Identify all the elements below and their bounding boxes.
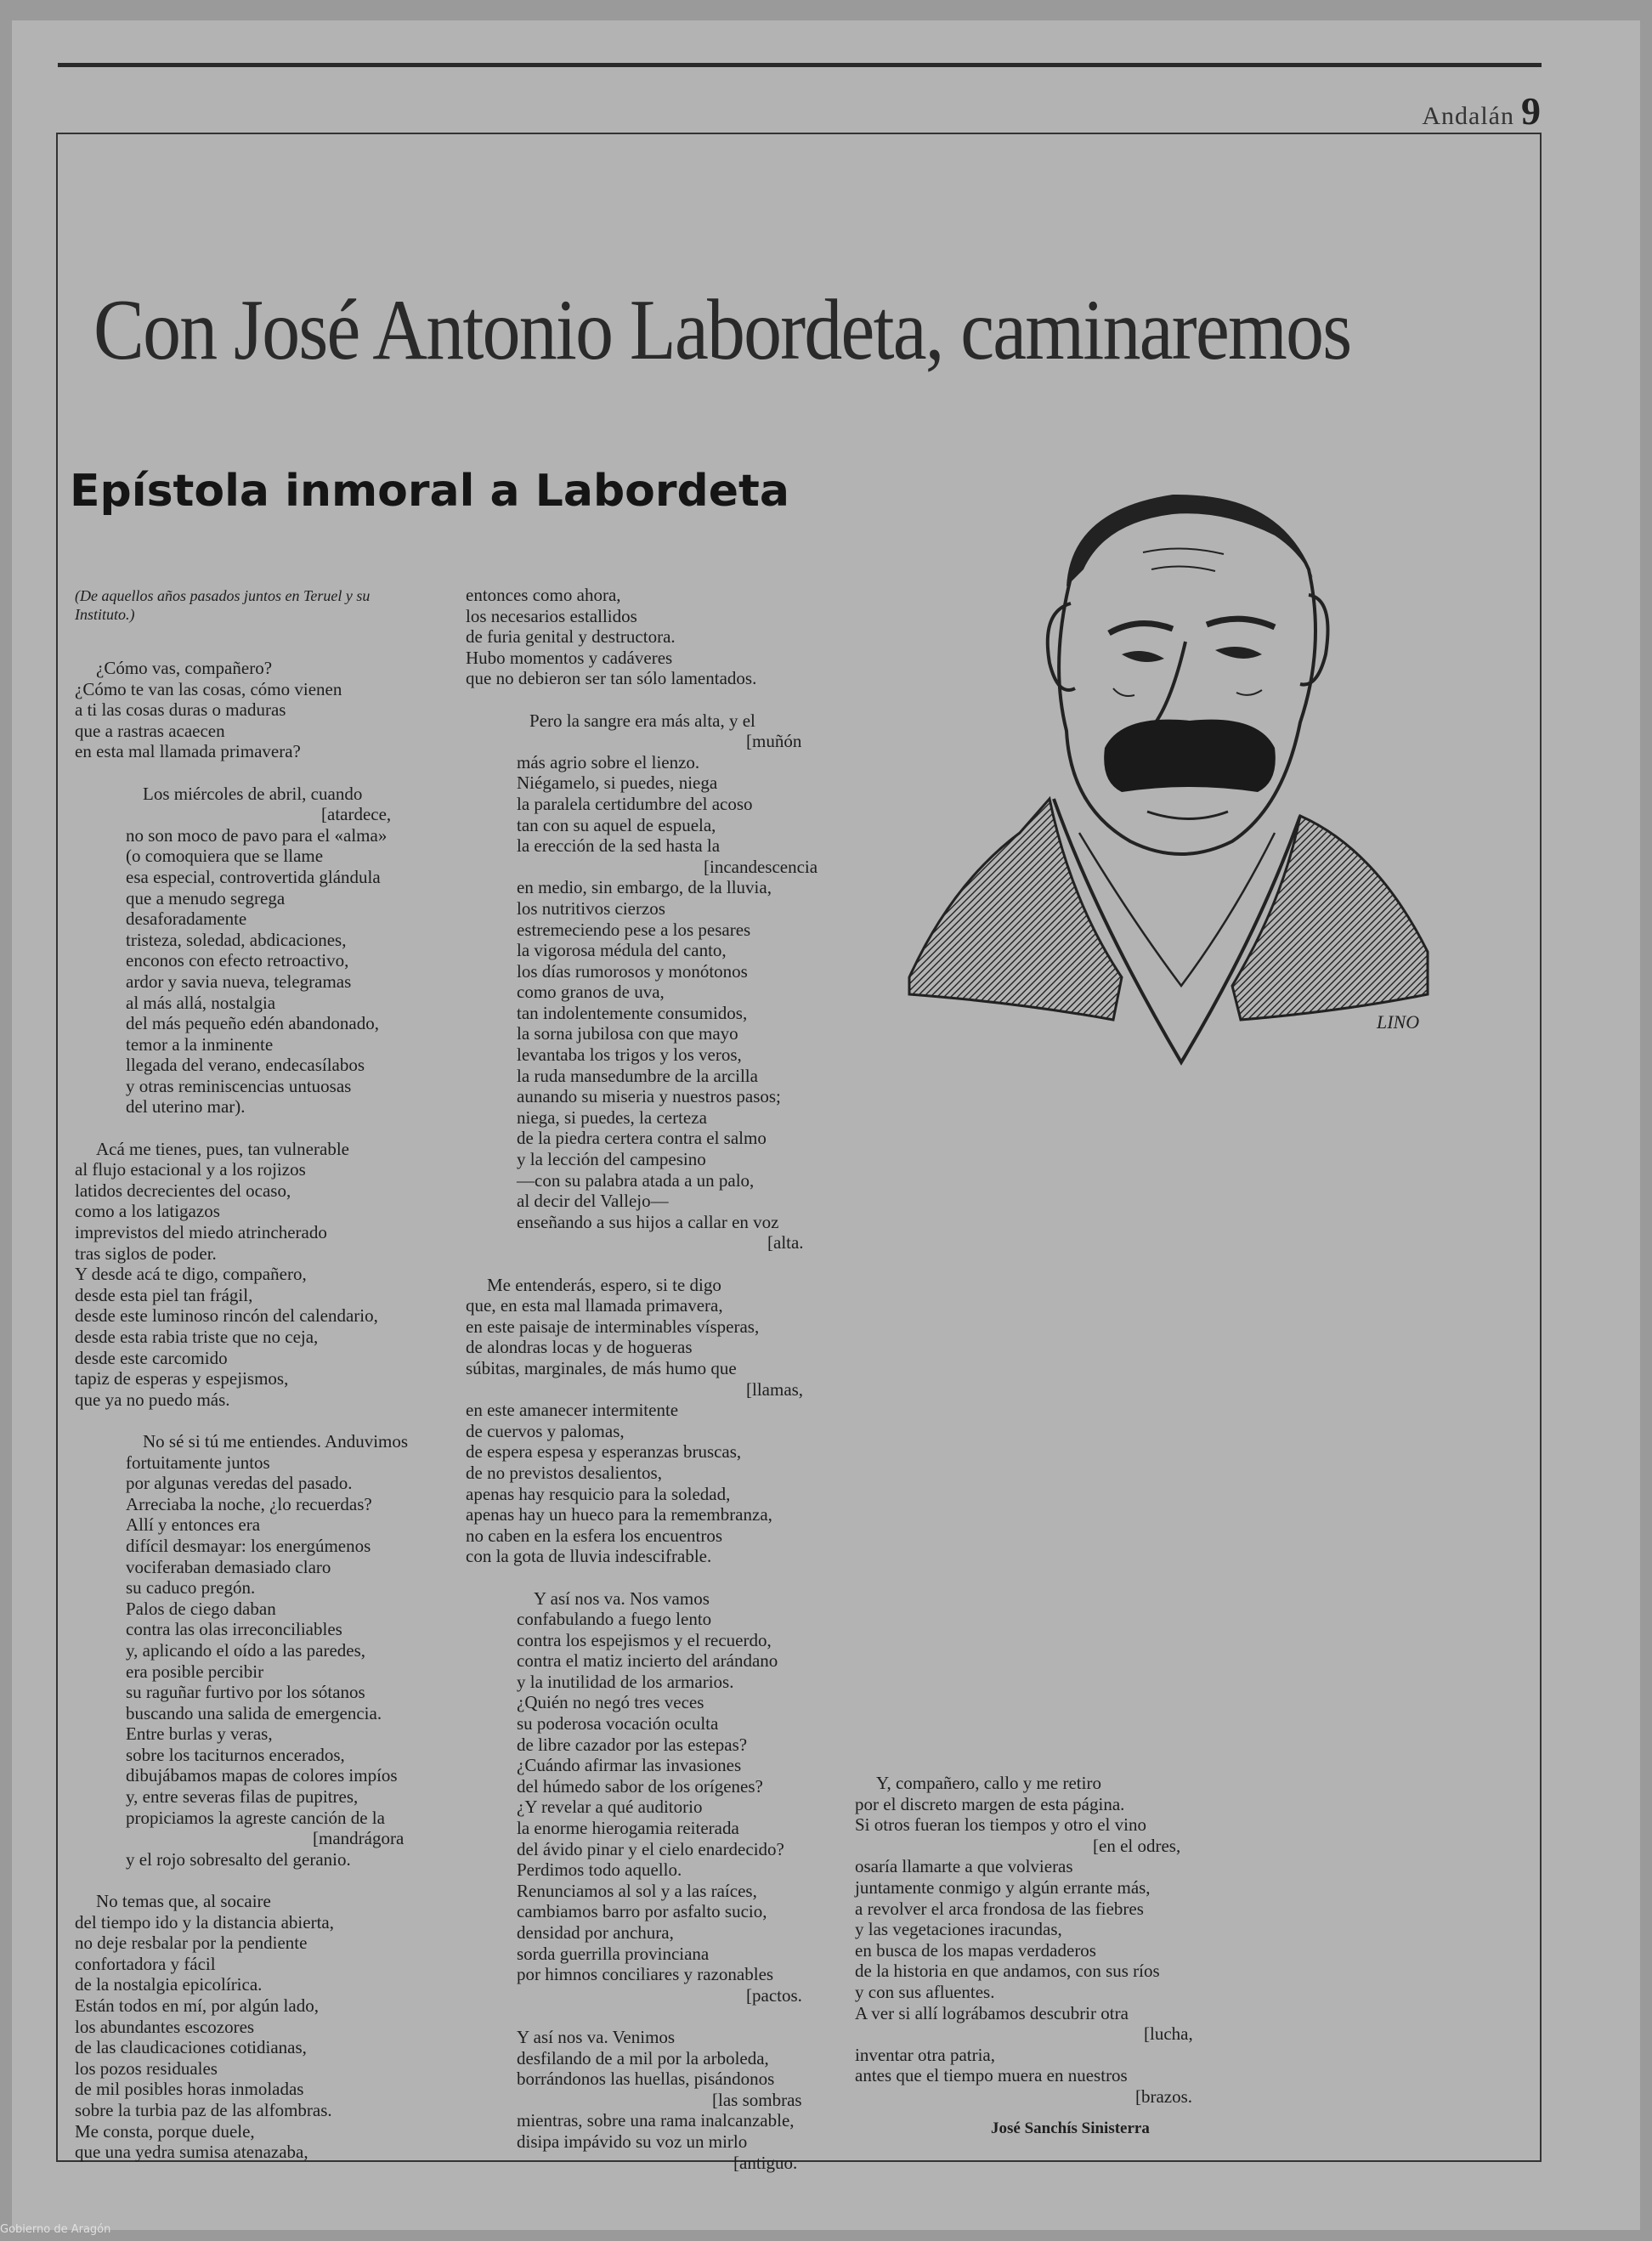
poem-line: y el rojo sobresalto del geranio. [126, 1848, 351, 1870]
poem-line: confortadora y fácil [75, 1953, 216, 1974]
subhead: Epístola inmoral a Labordeta [70, 466, 789, 517]
poem-line: la erección de la sed hasta la [517, 835, 721, 857]
poem-line: Los miércoles de abril, cuando [143, 783, 363, 804]
poem-line: disipa impávido su voz un mirlo [517, 2131, 748, 2152]
poem-line: densidad por anchura, [517, 1922, 674, 1943]
poem-column-1 [75, 586, 423, 2163]
sweater-left [909, 799, 1122, 1020]
poem-line: a ti las cosas duras o maduras [75, 699, 286, 721]
poem-line: de la nostalgia epicolírica. [75, 1974, 263, 1995]
poem-line: los pozos residuales [75, 2057, 218, 2079]
poem-line: [atardece, [321, 804, 392, 825]
sweater-right [1232, 816, 1428, 1020]
poem-column-3 [855, 1773, 1212, 2108]
poem-line: y las vegetaciones iracundas, [855, 1919, 1062, 1940]
poem-line: la sorna jubilosa con que mayo [517, 1023, 738, 1044]
poem-line: súbitas, marginales, de más humo que [466, 1357, 737, 1378]
poem-line: entonces como ahora, [466, 585, 621, 605]
poem-line: [llamas, [746, 1378, 804, 1400]
poem-line: Me consta, porque duele, [75, 2120, 255, 2142]
poem-line: Me entenderás, espero, si te digo [487, 1274, 721, 1295]
poem-line: aunando su miseria y nuestros pasos; [517, 1086, 781, 1107]
poem-line: sobre la turbia paz de las alfombras. [75, 2099, 332, 2120]
poem-line: Pero la sangre era más alta, y el [529, 710, 755, 731]
poem-line: buscando una salida de emergencia. [126, 1702, 382, 1723]
poem-line: contra las olas irreconciliables [126, 1619, 342, 1640]
poem-line: en busca de los mapas verdaderos [855, 1939, 1096, 1961]
poem-line: que ya no puedo más. [75, 1389, 230, 1410]
poem-line: Y, compañero, callo y me retiro [876, 1773, 1101, 1793]
poem-line: de no previstos desalientos, [466, 1462, 662, 1483]
poem-line: los abundantes escozores [75, 2016, 255, 2037]
poem-line: vociferaban demasiado claro [126, 1556, 331, 1577]
poem-line: los días rumorosos y monótonos [517, 960, 748, 982]
poem-line: más agrio sobre el lienzo. [517, 751, 700, 772]
poem-line: niega, si puedes, la certeza [517, 1106, 707, 1128]
poem-line: Renunciamos al sol y a las raíces, [517, 1880, 757, 1901]
poem-line: de alondras locas y de hogueras [466, 1337, 693, 1358]
poem-line: inventar otra patria, [855, 2044, 996, 2065]
poem-line: y la inutilidad de los armarios. [517, 1671, 734, 1692]
poem-line: desde esta piel tan frágil, [75, 1284, 253, 1305]
poem-line: era posible percibir [126, 1661, 264, 1682]
poem-line: No sé si tú me entiendes. Anduvimos [143, 1430, 409, 1452]
poem-line: con la gota de lluvia indescifrable. [466, 1546, 712, 1567]
poem-line: enconos con efecto retroactivo, [126, 950, 349, 971]
poem-line: ¿Quién no negó tres veces [517, 1692, 704, 1713]
poem-line: [mandrágora [313, 1828, 405, 1849]
poem-line: por el discreto margen de esta página. [855, 1793, 1125, 1814]
poem-line: tristeza, soledad, abdicaciones, [126, 929, 347, 950]
poem-line: del húmedo sabor de los orígenes? [517, 1775, 763, 1797]
poem-line: ¿Cuándo afirmar las invasiones [517, 1755, 742, 1776]
poem-line: del ávido pinar y el cielo enardecido? [517, 1838, 784, 1859]
poem-line: A ver si allí lográbamos descubrir otra [855, 2002, 1129, 2023]
head-outline [1059, 497, 1315, 854]
poem-line: antes que el tiempo muera en nuestros [855, 2065, 1128, 2086]
poem-line: del tiempo ido y la distancia abierta, [75, 1911, 334, 1933]
poem-line: al flujo estacional y a los rojizos [75, 1159, 306, 1180]
poem-line: estremeciendo pese a los pesares [517, 919, 751, 940]
poem-line: tapiz de esperas y espejismos, [75, 1368, 289, 1389]
poem-line: Acá me tienes, pues, tan vulnerable [96, 1138, 349, 1159]
poem-line: del uterino mar). [126, 1096, 246, 1118]
poem-line: tras siglos de poder. [75, 1242, 217, 1264]
poem-line: y, entre severas filas de pupitres, [126, 1786, 359, 1808]
poem-line: borrándonos las huellas, pisándonos [517, 2068, 775, 2090]
poem-line [466, 689, 823, 710]
archive-watermark: Gobierno de Aragón [0, 2223, 111, 2236]
poem-line: y con sus afluentes. [855, 1981, 995, 2002]
poem-line: Hubo momentos y cadáveres [466, 647, 673, 668]
poem-line: a revolver el arca frondosa de las fiebres [855, 1898, 1144, 1919]
poem-line: tan indolentemente consumidos, [517, 1002, 748, 1023]
caricature-illustration [901, 476, 1445, 1071]
poem-line: de la historia en que andamos, con sus ríos [855, 1961, 1160, 1982]
poem-line: latidos decrecientes del ocaso, [75, 1180, 291, 1201]
poem-line: no deje resbalar por la pendiente [75, 1933, 308, 1954]
poem-line: y la lección del campesino [517, 1149, 706, 1170]
poem-line: al decir del Vallejo— [517, 1191, 669, 1212]
poem-line: desde este carcomido [75, 1347, 228, 1368]
poem-line: cambiamos barro por asfalto sucio, [517, 1901, 767, 1922]
poem-line: en este paisaje de interminables vísperas, [466, 1316, 760, 1337]
poem-line: desde esta rabia triste que no ceja, [75, 1327, 319, 1347]
poem-line: propiciamos la agreste canción de la [126, 1807, 385, 1828]
poem-line: —con su palabra atada a un palo, [517, 1169, 755, 1191]
poem-line [75, 1870, 423, 1891]
poem-line: llegada del verano, endecasílabos [126, 1055, 365, 1076]
poem-line: [brazos. [1135, 2085, 1193, 2107]
artist-signature: LINO [1377, 1011, 1420, 1033]
poem-line [466, 1253, 823, 1275]
poem-line [75, 762, 423, 784]
poem-line: su raguñar furtivo por los sótanos [126, 1682, 365, 1703]
poem-line: de mil posibles horas inmoladas [75, 2079, 304, 2100]
poem-line: levantaba los trigos y los veros, [517, 1044, 742, 1066]
publication-name: Andalán [1422, 102, 1514, 130]
poem-line: (o comoquiera que se llame [126, 846, 324, 867]
poem-line: [pactos. [746, 1984, 802, 2006]
poem-line: que una yedra sumisa atenazaba, [75, 2142, 308, 2163]
poem-line: al más allá, nostalgia [126, 992, 276, 1013]
poem-line: juntamente conmigo y algún errante más, [855, 1876, 1151, 1898]
page-number: 9 [1521, 89, 1542, 133]
poem-line: ¿Cómo vas, compañero? [96, 658, 273, 678]
poem-line: por himnos conciliares y razonables [517, 1964, 774, 1985]
poem-line: Allí y entonces era [126, 1514, 261, 1536]
top-rule [58, 63, 1542, 67]
poem-line: de la piedra certera contra el salmo [517, 1128, 767, 1149]
poem-line [466, 2006, 823, 2027]
poem-line: [lucha, [1144, 2023, 1193, 2045]
poem-dedication: (De aquellos años pasados juntos en Teruel y su Instituto.) [75, 587, 371, 623]
poem-line: Entre burlas y veras, [126, 1723, 273, 1745]
poem-line: ¿Y revelar a qué auditorio [517, 1797, 703, 1818]
poem-column-2 [466, 585, 823, 2173]
poem-line: como a los latigazos [75, 1201, 220, 1222]
poem-line: de furia genital y destructora. [466, 626, 676, 648]
headline: Con José Antonio Labordeta, caminaremos [93, 282, 1351, 378]
poem-line: de las claudicaciones cotidianas, [75, 2037, 307, 2058]
poem-line: sobre los taciturnos encerados, [126, 1744, 345, 1765]
poem-line: fortuitamente juntos [126, 1452, 270, 1473]
poem-line: temor a la inminente [126, 1033, 274, 1055]
poem-line: que no debieron ser tan sólo lamentados. [466, 668, 757, 689]
poem-line: [en el odres, [1093, 1835, 1181, 1856]
page-header [1422, 88, 1542, 133]
poem-line: que a menudo segrega [126, 887, 286, 908]
poem-line: la enorme hierogamia reiterada [517, 1818, 739, 1839]
poem-line: en esta mal llamada primavera? [75, 741, 301, 762]
poem-line: su caduco pregón. [126, 1577, 256, 1599]
poem-line: los necesarios estallidos [466, 605, 637, 626]
poem-line: contra el matiz incierto del arándano [517, 1650, 778, 1672]
poem-line: ardor y savia nueva, telegramas [126, 971, 352, 992]
poem-line: de espera espesa y esperanzas bruscas, [466, 1441, 742, 1463]
poem-line: difícil desmayar: los energúmenos [126, 1535, 371, 1556]
poem-line: Si otros fueran los tiempos y otro el vino [855, 1814, 1146, 1836]
poem-line: esa especial, controvertida glándula [126, 866, 381, 887]
author-credit: José Sanchís Sinisterra [991, 2119, 1150, 2137]
poem-line: Y desde acá te digo, compañero, [75, 1264, 307, 1285]
poem-line: confabulando a fuego lento [517, 1609, 712, 1630]
poem-line: como granos de uva, [517, 982, 665, 1003]
poem-line: [incandescencia [704, 856, 818, 877]
poem-line: y otras reminiscencias untuosas [126, 1075, 352, 1096]
moustache [1104, 720, 1276, 792]
poem-line: Palos de ciego daban [126, 1598, 276, 1619]
poem-line: Perdimos todo aquello. [517, 1859, 682, 1881]
poem-line: Están todos en mí, por algún lado, [75, 1995, 319, 2016]
poem-line: desde este luminoso rincón del calendario, [75, 1305, 378, 1327]
poem-line: osaría llamarte a que volvieras [855, 1856, 1073, 1877]
poem-line [75, 1118, 423, 1139]
poem-line: apenas hay resquicio para la soledad, [466, 1483, 731, 1504]
poem-line: Niégamelo, si puedes, niega [517, 772, 718, 794]
poem-line: en medio, sin embargo, de la lluvia, [517, 877, 772, 898]
poem-line: [las sombras [712, 2089, 802, 2110]
poem-line: que, en esta mal llamada primavera, [466, 1295, 723, 1316]
poem-line: su poderosa vocación oculta [517, 1713, 719, 1735]
poem-line: Y así nos va. Venimos [517, 2026, 676, 2047]
poem-line [75, 1410, 423, 1431]
poem-line: dibujábamos mapas de colores impíos [126, 1765, 398, 1786]
poem-line: y, aplicando el oído a las paredes, [126, 1639, 366, 1661]
poem-line: imprevistos del miedo atrincherado [75, 1222, 327, 1243]
poem-line: de libre cazador por las estepas? [517, 1734, 748, 1755]
poem-line: ¿Cómo te van las cosas, cómo vienen [75, 678, 342, 699]
poem-line: mientras, sobre una rama inalcanzable, [517, 2110, 795, 2131]
poem-line: tan con su aquel de espuela, [517, 814, 716, 835]
poem-line: desaforadamente [126, 908, 247, 930]
poem-line: los nutritivos cierzos [517, 897, 665, 919]
poem-line: contra los espejismos y el recuerdo, [517, 1629, 772, 1650]
poem-line: enseñando a sus hijos a callar en voz [517, 1211, 779, 1232]
poem-line: que a rastras acaecen [75, 720, 225, 741]
poem-line: no son moco de pavo para el «alma» [126, 824, 388, 846]
poem-line: la vigorosa médula del canto, [517, 940, 727, 961]
poem-line: desfilando de a mil por la arboleda, [517, 2047, 769, 2068]
poem-line: [antiguo. [733, 2152, 798, 2173]
poem-line: No temas que, al socaire [96, 1891, 271, 1912]
poem-line: del más pequeño edén abandonado, [126, 1013, 379, 1034]
poem-line: Y así nos va. Nos vamos [534, 1587, 710, 1609]
poem-line: de cuervos y palomas, [466, 1420, 625, 1441]
poem-line [466, 1567, 823, 1588]
poem-line: la paralela certidumbre del acoso [517, 793, 753, 814]
poem-line: sorda guerrilla provinciana [517, 1943, 710, 1964]
poem-line: por algunas veredas del pasado. [126, 1473, 353, 1494]
poem-line: [muñón [746, 731, 802, 752]
poem-line: la ruda mansedumbre de la arcilla [517, 1065, 758, 1086]
poem-line: [alta. [767, 1232, 804, 1253]
poem-line: no caben en la esfera los encuentros [466, 1525, 723, 1546]
poem-line: apenas hay un hueco para la remembranza, [466, 1504, 772, 1525]
poem-line: Arreciaba la noche, ¿lo recuerdas? [126, 1493, 372, 1514]
poem-line: en este amanecer intermitente [466, 1400, 679, 1421]
